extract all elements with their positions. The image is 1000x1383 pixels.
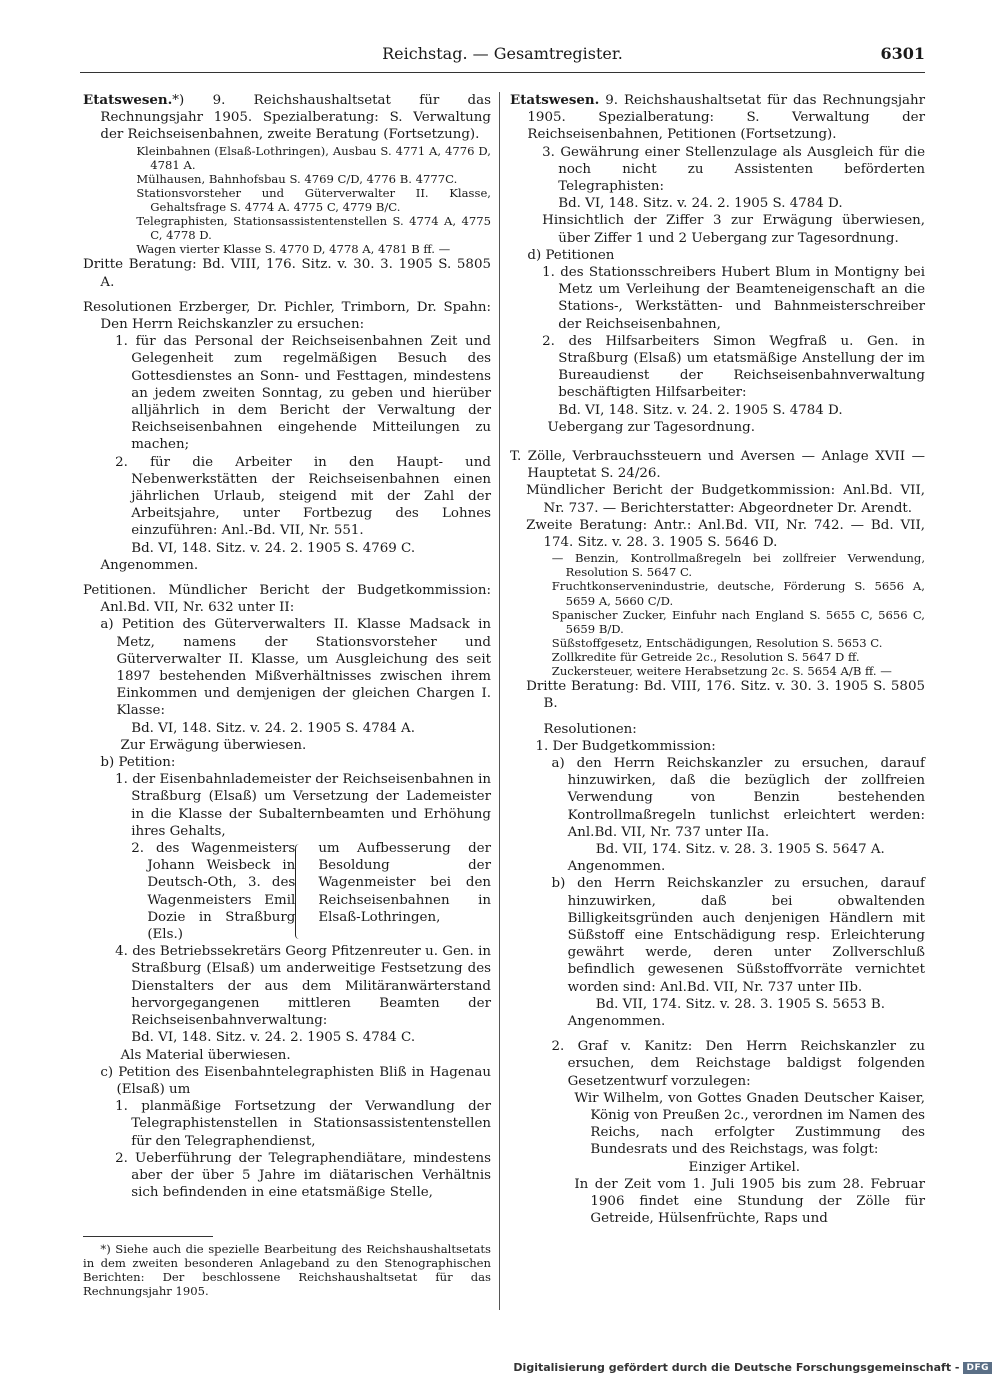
petition-d-item: 1. des Stationsschreibers Hubert Blum in Montigny bei Metz um Verleihung der Beamteneigenschaft an die Stations-, Werkstätten- und Bahnmeisterschreiber der Reichseisenbahnen, xyxy=(542,265,925,332)
credit-text: Digitalisierung gefördert durch die Deutsche Forschungsgemeinschaft - xyxy=(513,1361,960,1374)
reference: Bd. VI, 148. Sitz. v. 24. 2. 1905 S. 4784 A. xyxy=(131,720,415,736)
subject-item: Wagen vierter Klasse S. 4770 D, 4778 A, 4781 B ff. — xyxy=(136,242,451,257)
resolution-item: 1. Der Budgetkommission: xyxy=(535,738,716,754)
petition-d: d) Petitionen xyxy=(527,247,615,263)
section-t-heading: T. Zölle, Verbrauchssteuern und Aversen — Anlage XVII — Hauptetat S. 24/26. xyxy=(510,449,925,482)
entry-head-word: Etatswesen. xyxy=(83,92,173,108)
footnote-text: *) Siehe auch die spezielle Bearbeitung des Reichshaushaltsetats in dem zweiten besonderen Anlageband zu den Stenographischen Berichten: Der beschlossene Reichshaushaltsetat für das Rechnungsjahr 1905. xyxy=(83,1242,491,1298)
petition-b-request: um Aufbesserung der Besoldung der Wagenmeister bei den Reichseisenbahnen in Elsaß-Lothringen, xyxy=(318,841,491,925)
reference: Bd. VI, 148. Sitz. v. 24. 2. 1905 S. 4784 D. xyxy=(558,196,843,212)
subject-item: Telegraphisten, Stationsassistentenstellen S. 4774 A, 4775 C, 4778 D. xyxy=(136,214,491,243)
petition-d-item: 2. des Hilfsarbeiters Simon Wegfraß u. Gen. in Straßburg (Elsaß) um etatsmäßige Anstellung der im Bureaudienst der Reichseisenbahnverwaltung beschäftigten Hilfsarbeiter: xyxy=(542,333,925,401)
result: Angenommen. xyxy=(567,1013,666,1029)
result: Angenommen. xyxy=(567,859,666,875)
petition-b-item: 1. der Eisenbahnlademeister der Reichseisenbahnen in Straßburg (Elsaß) um Versetzung der Lademeister in die Klasse der Subalternbeamten und Erhöhung ihres Gehalts, xyxy=(115,772,491,839)
entry-heading xyxy=(83,92,491,144)
subject-item: — Benzin, Kontrollmaßregeln bei zollfreier Verwendung, Resolution S. 5647 C. xyxy=(551,551,925,580)
reference: Bd. VI, 148. Sitz. v. 24. 2. 1905 S. 4784 C. xyxy=(131,1030,416,1046)
draft-law-preamble: Wir Wilhelm, von Gottes Gnaden Deutscher Kaiser, König von Preußen 2c., verordnen im Namen des Reichs, nach erfolgter Zustimmung des Bundesrats und des Reichstags, was folgt: xyxy=(574,1090,925,1158)
draft-law-article: Einziger Artikel. xyxy=(688,1159,801,1175)
petition-c: c) Petition des Eisenbahntelegraphisten Bliß in Hagenau (Elsaß) um xyxy=(100,1064,491,1097)
result: Hinsichtlich der Ziffer 3 zur Erwägung überwiesen, über Ziffer 1 und 2 Uebergang zur Tagesordnung. xyxy=(542,213,925,246)
column-divider xyxy=(499,92,500,1310)
petition-b-item: 4. des Betriebssekretärs Georg Pfitzenreuter u. Gen. in Straßburg (Elsaß) um anderweitige Festsetzung des Dienstalters der aus dem Militäranwärterstand hervorgegangenen mittleren Beamten der Reichseisenbahnverwaltung: xyxy=(115,944,491,1029)
entry-head-text: 9. Reichshaushaltsetat für das Rechnungsjahr 1905. Spezialberatung: S. Verwaltung der Reichseisenbahnen, Petitionen (Fortsetzung). xyxy=(527,93,925,143)
petition-b-bracket-group xyxy=(83,840,491,943)
petition-c-item: 3. Gewährung einer Stellenzulage als Ausgleich für die noch nicht zu Assistenten beförderten Telegraphisten: xyxy=(542,144,925,195)
entry-head-word: Etatswesen. xyxy=(510,92,600,108)
running-title: Reichstag. — Gesamtregister. xyxy=(382,44,623,63)
dfg-logo-icon: DFG xyxy=(963,1362,992,1374)
resolution-sub-item: a) den Herrn Reichskanzler zu ersuchen, darauf hinzuwirken, daß die bezüglich der zollfreien Verwendung von Benzin bestehenden Kontrollmaßregeln tunlichst erleichtert werden: Anl.Bd. VII, Nr. 737 unter IIa. xyxy=(551,755,925,840)
subject-item: Spanischer Zucker, Einfuhr nach England S. 5655 C, 5656 C, 5659 B/D. xyxy=(551,607,925,636)
footnote-rule xyxy=(83,1236,213,1237)
subject-item: Süßstoffgesetz, Entschädigungen, Resolution S. 5653 C. xyxy=(551,635,883,650)
result: Uebergang zur Tagesordnung. xyxy=(547,419,755,435)
subject-item: Fruchtkonservenindustrie, deutsche, Förderung S. 5656 A, 5659 A, 5660 C/D. xyxy=(551,579,925,608)
resolution-item: 2. Graf v. Kanitz: Den Herrn Reichskanzler zu ersuchen, dem Reichstage baldigst folgenden Gesetzentwurf vorzulegen: xyxy=(551,1039,925,1089)
petition-b: b) Petition: xyxy=(100,755,176,771)
brace xyxy=(295,844,310,939)
petition-a: a) Petition des Güterverwalters II. Klasse Madsack in Metz, namens der Stationsvorsteher und Güterverwalter II. Klasse, um Ausgleichung des seit 1897 bestehenden Mißverhältnisses zwischen ihrem Einkommen und demjenigen der gleichen Chargen I. Klasse: xyxy=(100,617,491,719)
subject-item: Zollkredite für Getreide 2c., Resolution S. 5647 D ff. xyxy=(551,649,860,664)
third-reading: Dritte Beratung: Bd. VIII, 176. Sitz. v. 30. 3. 1905 S. 5805 A. xyxy=(83,257,491,290)
petition-c-item: 2. Ueberführung der Telegraphendiätare, mindestens aber der über 5 Jahre im diätarischen Verhältnis sich befindenden in eine etatsmäßige Stelle, xyxy=(115,1150,491,1201)
subject-item: Kleinbahnen (Elsaß-Lothringen), Ausbau S. 4771 A, 4776 D, 4781 A. xyxy=(136,143,491,172)
draft-law-text: In der Zeit vom 1. Juli 1905 bis zum 28. Februar 1906 findet eine Stundung der Zölle für Getreide, Hülsenfrüchte, Raps und xyxy=(574,1176,925,1227)
subject-item: Mülhausen, Bahnhofsbau S. 4769 C/D, 4776 B. 4777C. xyxy=(136,171,458,186)
reference: Bd. VI, 148. Sitz. v. 24. 2. 1905 S. 4784 D. xyxy=(558,402,843,418)
committee-report: Mündlicher Bericht der Budgetkommission: Anl.Bd. VII, Nr. 737. — Berichterstatter: Abgeordneter Dr. Arendt. xyxy=(526,483,925,516)
entry-head-text: *) 9. Reichshaushaltsetat für das Rechnungsjahr 1905. Spezialberatung: S. Verwaltung der Reichseisenbahnen, zweite Beratung (Fortsetzung). xyxy=(100,93,491,143)
credit-line xyxy=(513,1361,992,1374)
reference: Bd. VI, 148. Sitz. v. 24. 2. 1905 S. 4769 C. xyxy=(131,540,416,556)
petitions-intro: Petitionen. Mündlicher Bericht der Budgetkommission: Anl.Bd. VII, Nr. 632 unter II: xyxy=(83,583,491,616)
petition-b-items-2-3: 2. des Wagenmeisters Johann Weisbeck in Deutsch-Oth, 3. des Wagenmeisters Emil Dozie in Straßburg (Els.) xyxy=(131,841,296,943)
left-column xyxy=(83,92,491,1201)
resolution-sub-item: b) den Herrn Reichskanzler zu ersuchen, darauf hinzuwirken, daß bei obwaltenden Billigkeitsgründen auch denjenigen Händlern mit Süßstoff eine Entschädigung resp. Erleichterung gewährt werde, deren unter Zollverschluß befindlich gewesenen Süßstoffvorräte vernichtet worden sind: Anl.Bd. VII, Nr. 737 unter IIb. xyxy=(551,876,925,995)
resolution-item: 2. für die Arbeiter in den Haupt- und Nebenwerkstätten der Reichseisenbahnen einen jährlichen Urlaub, steigend mit der Zahl der Arbeitsjahre, unter Fortbezug des Lohnes einzuführen: Anl.-Bd. VII, Nr. 551. xyxy=(115,454,491,539)
result: Zur Erwägung überwiesen. xyxy=(120,737,307,753)
reference: Bd. VII, 174. Sitz. v. 28. 3. 1905 S. 5647 A. xyxy=(595,841,885,857)
page-number: 6301 xyxy=(880,44,925,63)
subject-item: Zuckersteuer, weitere Herabsetzung 2c. S. 5654 A/B ff. — xyxy=(551,664,892,679)
header-rule xyxy=(80,72,925,73)
resolution-intro: Resolutionen Erzberger, Dr. Pichler, Trimborn, Dr. Spahn: Den Herrn Reichskanzler zu ersuchen: xyxy=(83,299,491,332)
second-reading: Zweite Beratung: Antr.: Anl.Bd. VII, Nr. 742. — Bd. VII, 174. Sitz. v. 28. 3. 1905 S. 5646 D. xyxy=(526,517,925,551)
petition-c-item: 1. planmäßige Fortsetzung der Verwandlung der Telegraphistenstellen in Stationsassistentenstellen für den Telegraphendienst, xyxy=(115,1099,491,1149)
result: Als Material überwiesen. xyxy=(120,1047,291,1063)
entry-heading xyxy=(510,92,925,144)
right-column xyxy=(510,92,925,1227)
third-reading: Dritte Beratung: Bd. VIII, 176. Sitz. v. 30. 3. 1905 S. 5805 B. xyxy=(526,679,925,712)
subject-item: Stationsvorsteher und Güterverwalter II. Klasse, Gehaltsfrage S. 4774 A. 4775 C, 4779 B/C. xyxy=(136,185,491,214)
resolutions-label: Resolutionen: xyxy=(543,721,637,737)
result: Angenommen. xyxy=(100,557,199,573)
reference: Bd. VII, 174. Sitz. v. 28. 3. 1905 S. 5653 B. xyxy=(595,996,885,1012)
page-header xyxy=(80,44,925,70)
resolution-item: 1. für das Personal der Reichseisenbahnen Zeit und Gelegenheit zum regelmäßigen Besuch des Gottesdienstes an Sonn- und Festtagen, mindestens an jedem zweiten Sonntag, zu geben und hierüber alljährlich in dem Bericht der Verwaltung der Reichseisenbahnen eingehende Mitteilungen zu machen; xyxy=(115,334,491,453)
footnote xyxy=(83,1242,491,1298)
